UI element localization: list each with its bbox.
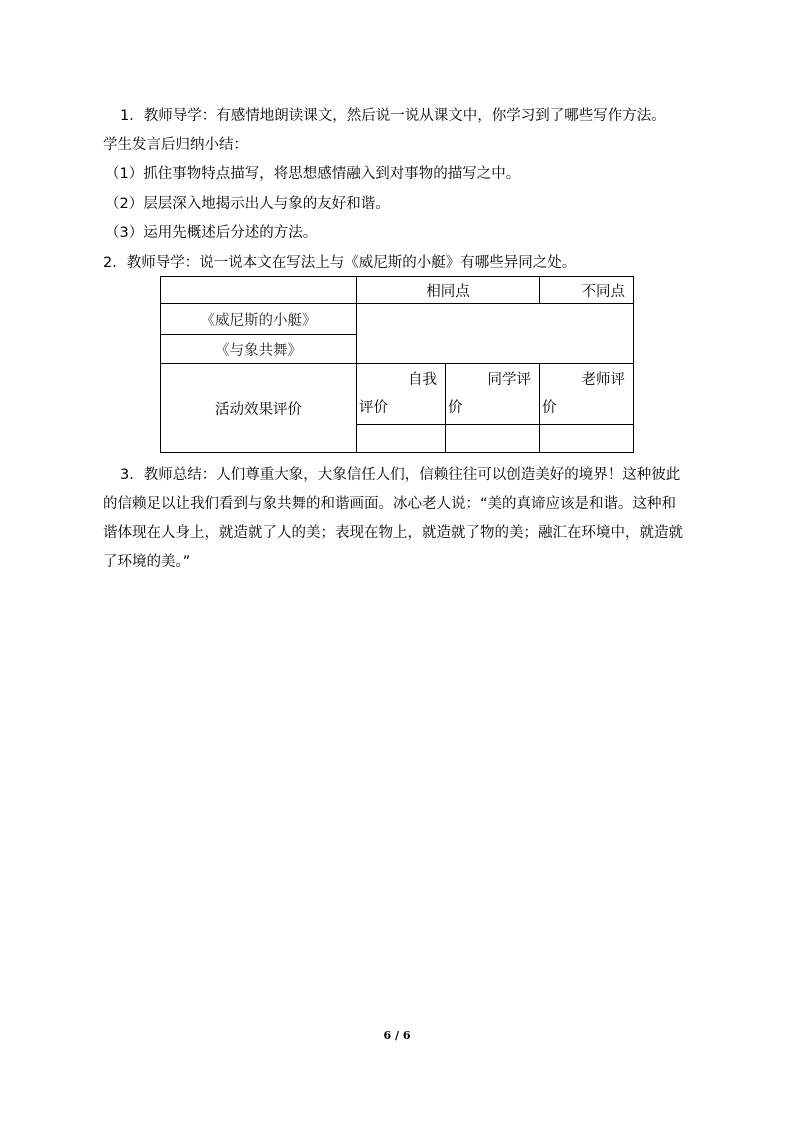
eval-self-line2: 评价 [359, 400, 388, 416]
item-3-line4: 了环境的美。” [103, 554, 191, 570]
summary-point-2: （2）层层深入地揭示出人与象的友好和谐。 [105, 196, 390, 212]
table-eval-self [357, 364, 446, 425]
item-1-text: 1．教师导学：有感情地朗读课文，然后说一说从课文中，你学习到了哪些写作方法。 [120, 108, 666, 124]
eval-teacher-line2: 价 [542, 400, 557, 416]
table-eval-teacher-score [540, 425, 634, 453]
eval-peer-line2: 价 [448, 400, 463, 416]
summary-intro: 学生发言后归纳小结： [103, 137, 248, 153]
table-eval-self-score [357, 425, 446, 453]
table-header-empty [161, 277, 357, 304]
table-eval-peer [446, 364, 540, 425]
table-eval-peer-score [446, 425, 540, 453]
eval-self-line1: 自我 [408, 372, 437, 388]
table-answer-cell [357, 304, 634, 364]
table-row-elephant: 《与象共舞》 [161, 335, 357, 364]
comparison-table [160, 276, 634, 453]
item-2-text: 2．教师导学：说一说本文在写法上与《威尼斯的小艇》有哪些异同之处。 [103, 255, 577, 271]
item-3-line3: 谐体现在人身上，就造就了人的美；表现在物上，就造就了物的美；融汇在环境中，就造就 [103, 525, 683, 541]
item-3-line2: 的信赖足以让我们看到与象共舞的和谐画面。冰心老人说：“美的真谛应该是和谐。这种和 [103, 496, 677, 512]
eval-peer-line1: 同学评 [487, 372, 531, 388]
page-number: 6 / 6 [383, 1029, 411, 1042]
item-3-line1: 3．教师总结：人们尊重大象，大象信任人们，信赖往往可以创造美好的境界！这种彼此 [120, 467, 681, 483]
table-header-same: 相同点 [357, 277, 540, 304]
summary-point-3: （3）运用先概述后分述的方法。 [105, 225, 318, 241]
table-eval-teacher [540, 364, 634, 425]
eval-teacher-line1: 老师评 [581, 372, 625, 388]
summary-point-1: （1）抓住事物特点描写，将思想感情融入到对事物的描写之中。 [105, 166, 521, 182]
table-eval-label: 活动效果评价 [161, 364, 357, 453]
table-header-diff: 不同点 [540, 277, 634, 304]
table-row-venice: 《威尼斯的小艇》 [161, 304, 357, 335]
